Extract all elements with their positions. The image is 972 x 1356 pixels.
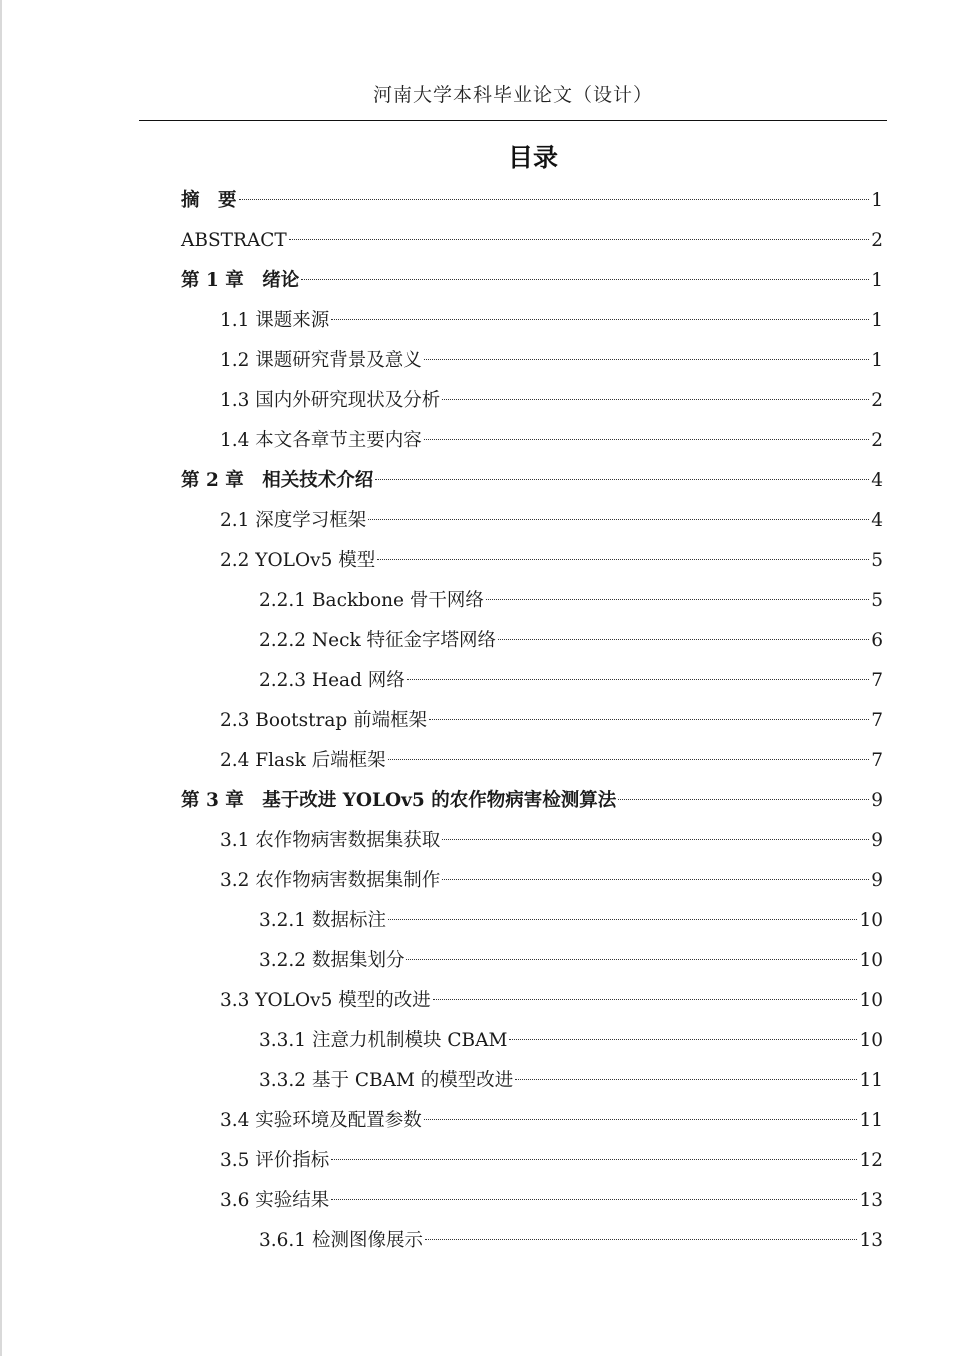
- toc-dot-leader: [289, 239, 869, 240]
- toc-page-number: 6: [871, 630, 883, 651]
- toc-dot-leader: [509, 1039, 857, 1040]
- toc-entry[interactable]: [220, 506, 883, 536]
- toc-entry[interactable]: [259, 1226, 883, 1256]
- toc-entry[interactable]: [259, 626, 883, 656]
- toc-dot-leader: [424, 1119, 858, 1120]
- toc-dot-leader: [442, 839, 869, 840]
- toc-entry-label: 3.1 农作物病害数据集获取: [220, 830, 441, 851]
- toc-page-number: 9: [871, 830, 883, 851]
- toc-entry[interactable]: [259, 946, 883, 976]
- toc-page-number: 5: [871, 590, 883, 611]
- toc-dot-leader: [618, 799, 869, 800]
- toc-page-number: 1: [871, 270, 883, 291]
- toc-page-number: 10: [859, 1030, 883, 1051]
- toc-entry[interactable]: [181, 786, 883, 816]
- toc-page-number: 12: [859, 1150, 883, 1171]
- toc-entry-label: 1.2 课题研究背景及意义: [220, 350, 422, 371]
- toc-page-number: 4: [871, 470, 883, 491]
- toc-entry[interactable]: [259, 586, 883, 616]
- toc-dot-leader: [239, 199, 870, 200]
- toc-page-number: 5: [871, 550, 883, 571]
- toc-dot-leader: [331, 319, 869, 320]
- toc-entry[interactable]: [220, 386, 883, 416]
- toc-dot-leader: [407, 679, 869, 680]
- toc-dot-leader: [388, 919, 858, 920]
- toc-page-number: 2: [871, 390, 883, 411]
- toc-page-number: 1: [871, 190, 883, 211]
- toc-entry[interactable]: [181, 466, 883, 496]
- toc-page-number: 10: [859, 950, 883, 971]
- toc-page-number: 2: [871, 430, 883, 451]
- toc-dot-leader: [442, 399, 869, 400]
- toc-page-number: 9: [871, 790, 883, 811]
- toc-entry[interactable]: [220, 1186, 883, 1216]
- toc-entry[interactable]: [220, 426, 883, 456]
- toc-dot-leader: [498, 639, 869, 640]
- toc-entry-label: 摘 要: [181, 190, 237, 211]
- toc-entry-label: ABSTRACT: [181, 230, 287, 251]
- toc-dot-leader: [424, 439, 869, 440]
- toc-entry-label: 3.6.1 检测图像展示: [259, 1230, 423, 1251]
- toc-entry-label: 第 1 章 绪论: [181, 270, 300, 291]
- toc-entry-label: 3.3.1 注意力机制模块 CBAM: [259, 1030, 508, 1051]
- toc-page-number: 7: [871, 670, 883, 691]
- toc-entry-label: 1.1 课题来源: [220, 310, 330, 331]
- toc-title: 目录: [507, 143, 558, 172]
- toc-dot-leader: [375, 479, 869, 480]
- toc-entry[interactable]: [181, 266, 883, 296]
- toc-dot-leader: [301, 279, 869, 280]
- toc-entry-label: 2.2.3 Head 网络: [259, 670, 405, 691]
- running-header: 河南大学本科毕业论文（设计）: [372, 84, 653, 106]
- toc-entry-label: 3.2.2 数据集划分: [259, 950, 405, 971]
- toc-page-number: 9: [871, 870, 883, 891]
- toc-dot-leader: [442, 879, 869, 880]
- toc-entry-label: 2.2.2 Neck 特征金字塔网络: [259, 630, 497, 651]
- toc-entry-label: 2.4 Flask 后端框架: [220, 750, 386, 771]
- page-edge: [0, 0, 2, 1356]
- toc-dot-leader: [331, 1199, 857, 1200]
- toc-entry[interactable]: [220, 706, 883, 736]
- toc-dot-leader: [368, 519, 869, 520]
- toc-page-number: 13: [859, 1230, 883, 1251]
- toc-page-number: 7: [871, 750, 883, 771]
- toc-entry[interactable]: [220, 1146, 883, 1176]
- toc-entry-label: 第 2 章 相关技术介绍: [181, 470, 374, 491]
- toc-page-number: 1: [871, 310, 883, 331]
- toc-entry-label: 1.3 国内外研究现状及分析: [220, 390, 441, 411]
- toc-dot-leader: [433, 999, 858, 1000]
- toc-page-number: 13: [859, 1190, 883, 1211]
- toc-page-number: 2: [871, 230, 883, 251]
- toc-entry-label: 2.2.1 Backbone 骨干网络: [259, 590, 484, 611]
- toc-entry-label: 2.1 深度学习框架: [220, 510, 367, 531]
- toc-entry-label: 3.6 实验结果: [220, 1190, 330, 1211]
- toc-dot-leader: [377, 559, 869, 560]
- toc-entry[interactable]: [220, 986, 883, 1016]
- toc-entry-label: 第 3 章 基于改进 YOLOv5 的农作物病害检测算法: [181, 790, 617, 811]
- toc-entry[interactable]: [220, 546, 883, 576]
- toc-entry[interactable]: [259, 906, 883, 936]
- toc-page-number: 4: [871, 510, 883, 531]
- toc-dot-leader: [406, 959, 857, 960]
- toc-entry-label: 3.4 实验环境及配置参数: [220, 1110, 422, 1131]
- toc-entry[interactable]: [220, 866, 883, 896]
- toc-entry-label: 3.3 YOLOv5 模型的改进: [220, 990, 431, 1011]
- toc-page-number: 10: [859, 910, 883, 931]
- toc-page-number: 11: [859, 1110, 883, 1131]
- toc-entry[interactable]: [220, 746, 883, 776]
- toc-entry[interactable]: [220, 826, 883, 856]
- toc-dot-leader: [486, 599, 869, 600]
- header-rule: [139, 120, 887, 121]
- toc-dot-leader: [388, 759, 870, 760]
- toc-entry-label: 1.4 本文各章节主要内容: [220, 430, 422, 451]
- toc-dot-leader: [429, 719, 869, 720]
- toc-entry[interactable]: [220, 306, 883, 336]
- toc-entry-label: 2.3 Bootstrap 前端框架: [220, 710, 428, 731]
- toc-page-number: 1: [871, 350, 883, 371]
- toc-page-number: 10: [859, 990, 883, 1011]
- toc-page-number: 11: [859, 1070, 883, 1091]
- toc-entry[interactable]: [259, 1066, 883, 1096]
- toc-dot-leader: [515, 1079, 857, 1080]
- toc-entry[interactable]: [181, 186, 883, 216]
- toc-entry[interactable]: [259, 1026, 883, 1056]
- toc-entry[interactable]: [220, 1106, 883, 1136]
- toc-dot-leader: [424, 359, 869, 360]
- toc-entry-label: 3.5 评价指标: [220, 1150, 330, 1171]
- toc-entry[interactable]: [259, 666, 883, 696]
- toc-entry[interactable]: [181, 226, 883, 256]
- toc-entry-label: 3.2.1 数据标注: [259, 910, 386, 931]
- toc-entry[interactable]: [220, 346, 883, 376]
- toc-entry-label: 3.3.2 基于 CBAM 的模型改进: [259, 1070, 514, 1091]
- toc-page-number: 7: [871, 710, 883, 731]
- toc-dot-leader: [331, 1159, 857, 1160]
- toc-dot-leader: [425, 1239, 857, 1240]
- toc-entry-label: 3.2 农作物病害数据集制作: [220, 870, 441, 891]
- toc-entry-label: 2.2 YOLOv5 模型: [220, 550, 376, 571]
